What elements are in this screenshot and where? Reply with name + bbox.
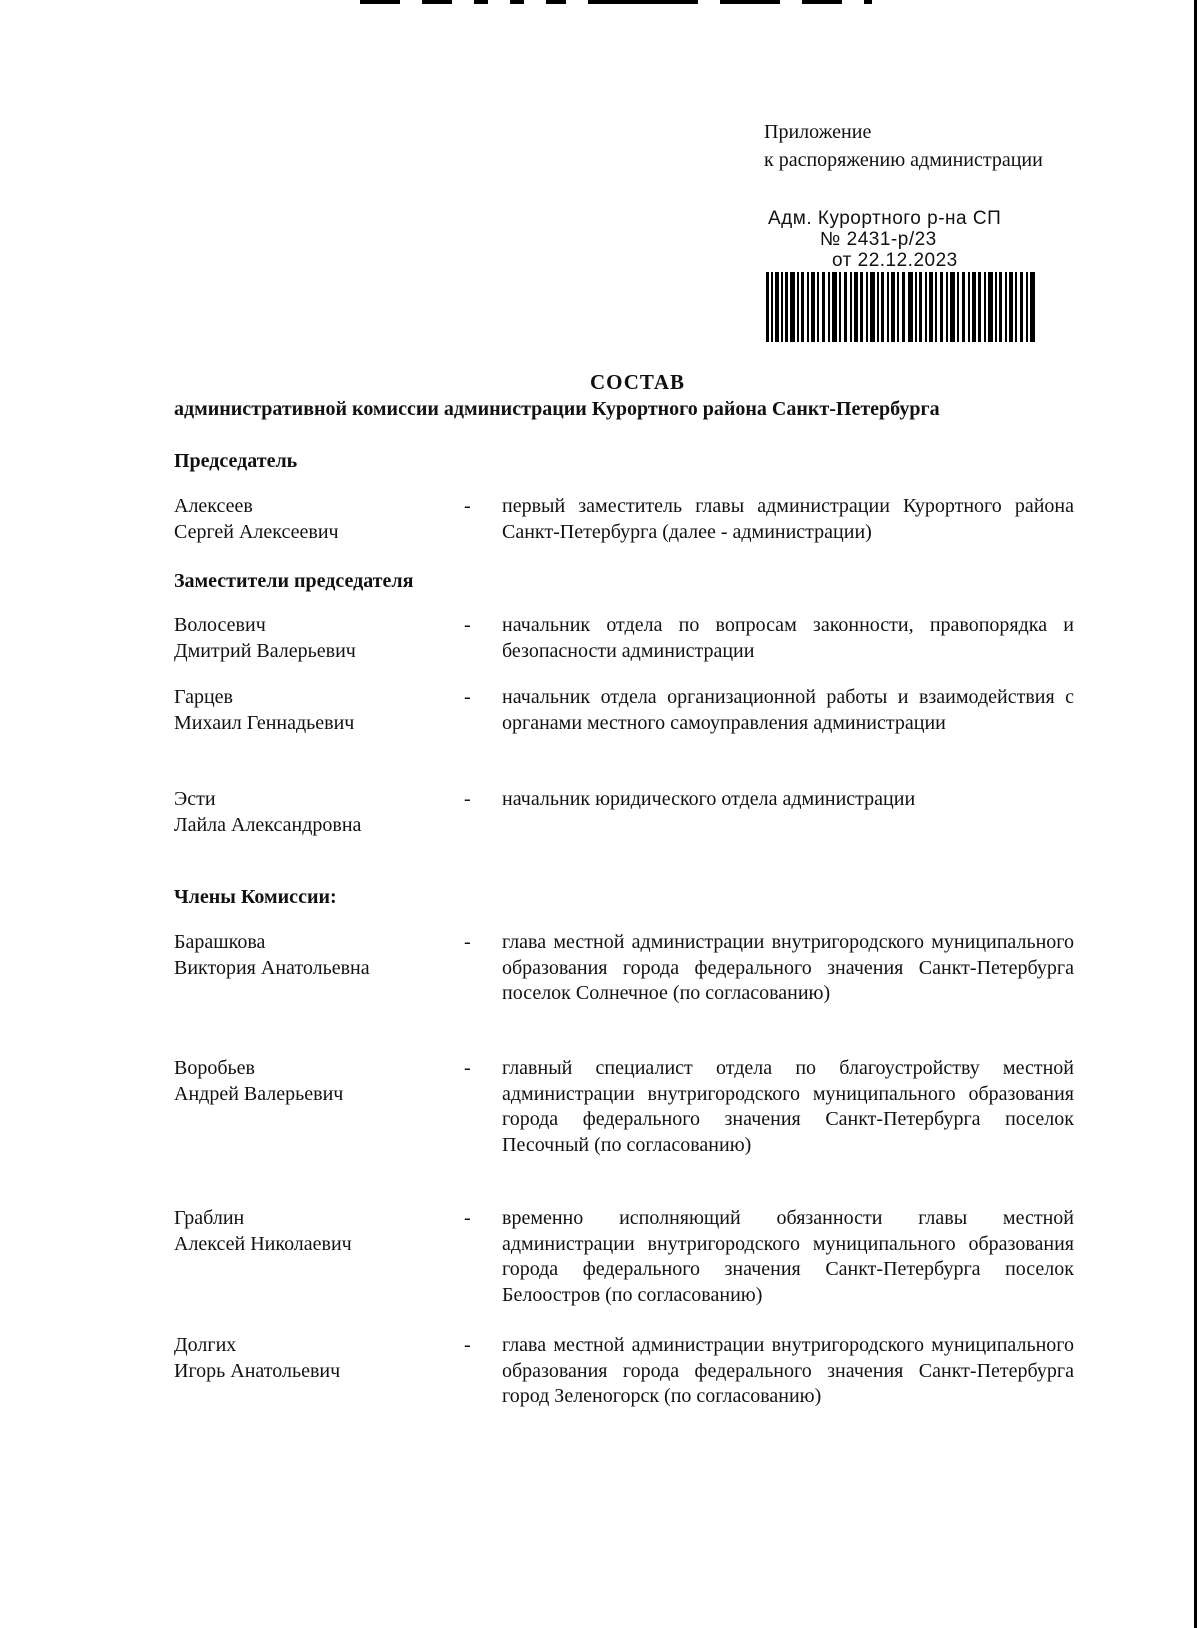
registration-stamp bbox=[768, 208, 1001, 271]
member-position: начальник отдела организационной работы и взаимодействия с органами местного самоуправления администрации bbox=[502, 686, 1074, 734]
separator-dash: - bbox=[464, 1334, 471, 1356]
member-surname: Алексеев bbox=[174, 495, 253, 517]
member-name bbox=[174, 1206, 464, 1257]
member-given-name: Алексей Николаевич bbox=[174, 1232, 352, 1255]
member-position: временно исполняющий обязанности главы местной администрации внутригородского муниципального образования города федерального значения Санкт-Петербурга поселок Белоостров (по согласованию) bbox=[502, 1207, 1074, 1306]
member-surname: Воробьев bbox=[174, 1057, 255, 1079]
stamp-line-2: № 2431-р/23 bbox=[820, 229, 937, 250]
section-deputies: Заместители председателя bbox=[174, 570, 414, 592]
member-surname: Барашкова bbox=[174, 931, 266, 953]
member-given-name: Виктория Анатольевна bbox=[174, 956, 370, 979]
member-name bbox=[174, 787, 464, 838]
scan-edge-marks bbox=[360, 0, 872, 6]
member-name bbox=[174, 613, 464, 664]
separator-dash: - bbox=[464, 495, 471, 517]
member-given-name: Андрей Валерьевич bbox=[174, 1082, 344, 1105]
section-members: Члены Комиссии: bbox=[174, 886, 337, 908]
member-surname: Гарцев bbox=[174, 686, 233, 708]
member-position: начальник отдела по вопросам законности, правопорядка и безопасности администрации bbox=[502, 614, 1074, 662]
appendix-line-1: Приложение bbox=[764, 121, 872, 143]
member-position: первый заместитель главы администрации Курортного района Санкт-Петербурга (далее - администрации) bbox=[502, 495, 1074, 543]
member-given-name: Лайла Александровна bbox=[174, 813, 362, 836]
member-position: главный специалист отдела по благоустройству местной администрации внутригородского муниципального образования города федерального значения Санкт-Петербурга поселок Песочный (по согласованию) bbox=[502, 1057, 1074, 1156]
stamp-line-1: Адм. Курортного р-на СП bbox=[768, 208, 1002, 229]
separator-dash: - bbox=[464, 614, 471, 636]
separator-dash: - bbox=[464, 788, 471, 810]
member-given-name: Михаил Геннадьевич bbox=[174, 711, 355, 734]
separator-dash: - bbox=[464, 1057, 471, 1079]
member-surname: Долгих bbox=[174, 1334, 237, 1356]
member-name bbox=[174, 930, 464, 981]
member-name bbox=[174, 1333, 464, 1384]
member-name bbox=[174, 494, 464, 545]
member-surname: Эсти bbox=[174, 788, 216, 810]
section-chair: Председатель bbox=[174, 450, 298, 472]
stamp-line-3: от 22.12.2023 bbox=[832, 250, 958, 271]
separator-dash: - bbox=[464, 686, 471, 708]
member-given-name: Сергей Алексеевич bbox=[174, 520, 339, 543]
member-surname: Граблин bbox=[174, 1207, 245, 1229]
appendix-line-2: к распоряжению администрации bbox=[764, 149, 1043, 171]
appendix-header bbox=[764, 118, 1043, 174]
separator-dash: - bbox=[464, 931, 471, 953]
member-surname: Волосевич bbox=[174, 614, 266, 636]
member-given-name: Игорь Анатольевич bbox=[174, 1359, 341, 1382]
separator-dash: - bbox=[464, 1207, 471, 1229]
member-name bbox=[174, 1056, 464, 1107]
document-title: СОСТАВ bbox=[589, 370, 686, 394]
member-given-name: Дмитрий Валерьевич bbox=[174, 639, 356, 662]
member-position: глава местной администрации внутригородского муниципального образования города федерального значения Санкт-Петербурга поселок Солнечное (по согласованию) bbox=[502, 931, 1074, 1004]
member-name bbox=[174, 685, 464, 736]
member-position: начальник юридического отдела администрации bbox=[502, 788, 916, 810]
document-subtitle: административной комиссии администрации Курортного района Санкт-Петербурга bbox=[174, 398, 940, 420]
member-position: глава местной администрации внутригородского муниципального образования города федерального значения Санкт-Петербурга город Зеленогорск (по согласованию) bbox=[502, 1334, 1074, 1407]
barcode bbox=[766, 272, 1036, 342]
